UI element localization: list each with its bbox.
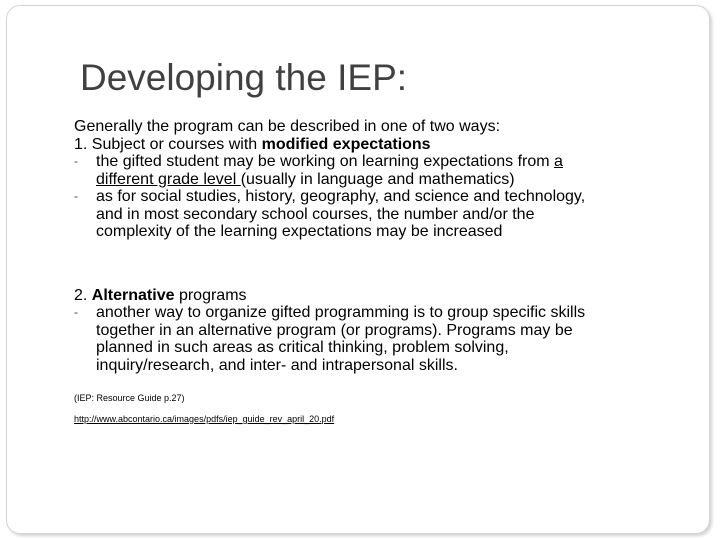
reference-link[interactable]: http://www.abcontario.ca/images/pdfs/iep_guide_rev_april_20.pdf — [74, 414, 335, 424]
section-1-heading — [74, 136, 674, 154]
bullet-text: (usually in language and mathematics) — [240, 170, 515, 188]
bullet-line: together in an alternative program (or programs). Programs may be — [96, 321, 573, 339]
section-2-heading — [74, 287, 674, 305]
section-1-bullet-2 — [74, 188, 674, 241]
intro-line: Generally the program can be described in one of two ways: — [74, 118, 501, 135]
bullet-dash: - — [74, 305, 78, 319]
bullet-line: another way to organize gifted programming is to group specific skills — [96, 304, 586, 321]
bullet-line: as for social studies, history, geography, and science and technology, — [96, 188, 586, 205]
slide-title: Developing the IEP: — [80, 57, 408, 98]
bullet-line — [96, 171, 674, 189]
section-2-bold-text: Alternative — [91, 286, 175, 304]
section-1-number: 1. — [74, 135, 92, 153]
section-2-number: 2. — [74, 286, 92, 304]
bullet-line — [96, 153, 674, 171]
bullet-line: complexity of the learning expectations may be increased — [96, 223, 503, 240]
bullet-text: the gifted student may be working on learning expectations from — [96, 153, 555, 170]
section-2-text: programs — [174, 286, 247, 304]
bullet-dash: - — [74, 154, 78, 168]
section-1-bold-text: modified expectations — [261, 135, 431, 153]
slide-body — [74, 118, 674, 425]
bullet-dash: - — [74, 189, 78, 203]
bullet-underlined-text: a — [554, 153, 563, 170]
bullet-underlined-text: different grade level — [96, 170, 241, 188]
section-1-bullet-1 — [74, 153, 674, 188]
section-1-text: Subject or courses with — [91, 135, 262, 153]
bullet-line: inquiry/research, and inter- and intrapersonal skills. — [96, 356, 458, 374]
section-2-bullet-1 — [74, 304, 674, 374]
bullet-line: planned in such areas as critical thinking, problem solving, — [96, 339, 509, 356]
bullet-line: and in most secondary school courses, the number and/or the — [96, 205, 535, 223]
reference-source: (IEP: Resource Guide p.27) — [74, 393, 185, 403]
